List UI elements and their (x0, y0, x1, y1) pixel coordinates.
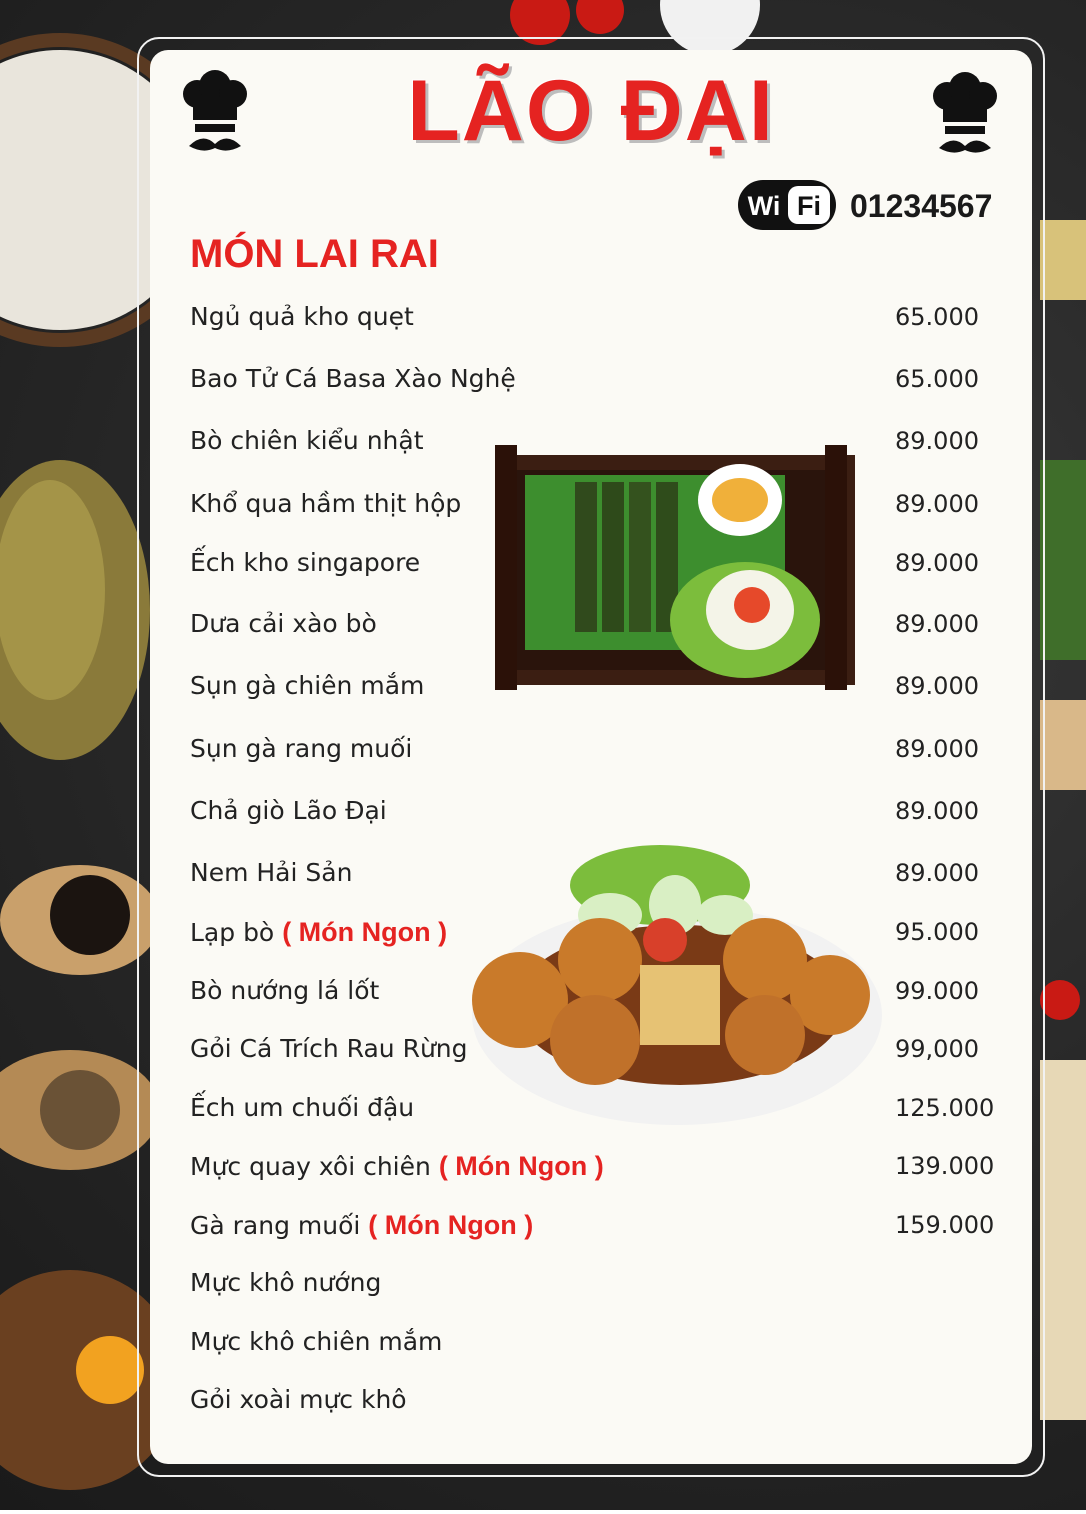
menu-item (190, 1093, 414, 1122)
menu-item (190, 796, 387, 825)
svg-text:Fi: Fi (797, 191, 821, 221)
menu-item-price: 159.000 (895, 1211, 995, 1239)
menu-item-price: 139.000 (895, 1152, 995, 1180)
menu-item (190, 302, 414, 331)
svg-text:Wi: Wi (747, 191, 781, 221)
wifi-password: 01234567 (850, 188, 993, 224)
menu-item (190, 1327, 442, 1356)
menu-item-name: Gà rang muối (190, 1211, 361, 1240)
menu-item (190, 671, 424, 700)
menu-item-price: 65.000 (895, 303, 979, 331)
menu-item-name: Lạp bò (190, 918, 275, 947)
menu-item-price: 89.000 (895, 672, 979, 700)
menu-item (190, 858, 352, 887)
wifi-badge-icon (736, 172, 838, 236)
food-photo-tray (480, 440, 870, 695)
menu-item (190, 548, 420, 577)
menu-item-price: 89.000 (895, 797, 979, 825)
menu-item-name: Gỏi xoài mực khô (190, 1385, 407, 1414)
special-badge: ( Món Ngon ) (438, 1151, 604, 1181)
menu-item (190, 734, 412, 763)
special-badge: ( Món Ngon ) (368, 1210, 534, 1240)
menu-item-name: Bò nướng lá lốt (190, 976, 380, 1005)
menu-item-name: Mực khô chiên mắm (190, 1327, 443, 1356)
menu-item-price: 99,000 (895, 1035, 979, 1063)
menu-item-name: Ếch um chuối đậu (190, 1093, 415, 1122)
menu-item (190, 976, 379, 1005)
menu-item-price: 89.000 (895, 549, 979, 577)
menu-item-name: Mực quay xôi chiên (190, 1152, 431, 1181)
menu-item-price: 125.000 (895, 1094, 995, 1122)
menu-item (190, 1034, 468, 1063)
menu-item-name: Bao Tử Cá Basa Xào Nghệ (190, 364, 516, 393)
menu-item-name: Khổ qua hầm thịt hộp (190, 489, 462, 518)
section-title: MÓN LAI RAI (190, 232, 439, 276)
menu-item (190, 1210, 533, 1241)
menu-item (190, 917, 447, 948)
restaurant-name: LÃO ĐẠI (407, 63, 775, 159)
menu-item (190, 489, 461, 518)
menu-item (190, 609, 377, 638)
menu-item-price: 89.000 (895, 735, 979, 763)
menu-item-name: Ngủ quả kho quẹt (190, 302, 414, 331)
menu-item (190, 1385, 407, 1414)
menu-item-name: Sụn gà chiên mắm (190, 671, 425, 700)
menu-item-name: Sụn gà rang muối (190, 734, 413, 763)
menu-item-price: 65.000 (895, 365, 979, 393)
special-badge: ( Món Ngon ) (282, 917, 448, 947)
menu-item-price: 89.000 (895, 427, 979, 455)
menu-item-name: Dưa cải xào bò (190, 609, 377, 638)
menu-item-name: Nem Hải Sản (190, 858, 353, 887)
menu-item-name: Ếch kho singapore (190, 548, 421, 577)
menu-item (190, 1151, 604, 1182)
menu-item (190, 364, 516, 393)
menu-item-price: 89.000 (895, 610, 979, 638)
menu-item-name: Chả giò Lão Đại (190, 796, 387, 825)
menu-item (190, 426, 424, 455)
food-photo-plate (470, 835, 885, 1130)
menu-item (190, 1268, 381, 1297)
menu-item-name: Mực khô nướng (190, 1268, 382, 1297)
menu-item-price: 89.000 (895, 859, 979, 887)
menu-item-name: Gỏi Cá Trích Rau Rừng (190, 1034, 468, 1063)
menu-item-price: 99.000 (895, 977, 979, 1005)
menu-item-price: 95.000 (895, 918, 979, 946)
menu-item-name: Bò chiên kiểu nhật (190, 426, 424, 455)
menu-item-price: 89.000 (895, 490, 979, 518)
